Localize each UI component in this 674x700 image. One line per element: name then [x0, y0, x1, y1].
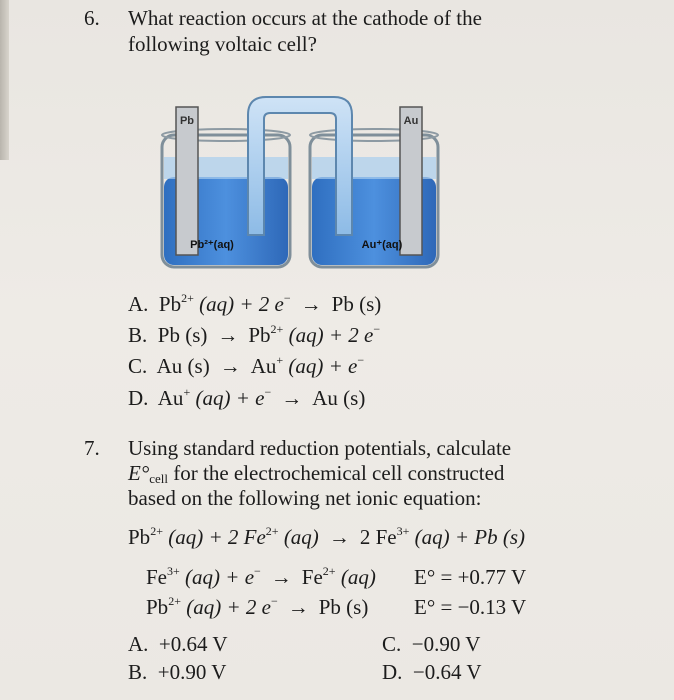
q7-option-c[interactable]: C. −0.90 V	[382, 632, 481, 656]
half-reaction-lead-potential: E° = −0.13 V	[414, 595, 527, 619]
gold-electrode	[400, 107, 422, 255]
q7-option-d[interactable]: D. −0.64 V	[382, 660, 482, 684]
q7-option-a[interactable]: A. +0.64 V	[128, 632, 228, 656]
question-6-text-line1: What reaction occurs at the cathode of the	[128, 6, 482, 30]
left-edge-shadow	[0, 0, 9, 160]
right-electrode-label: Au	[403, 115, 419, 127]
arrow-icon: →	[219, 354, 241, 378]
question-6-text-line2: following voltaic cell?	[128, 32, 317, 56]
q6-option-a[interactable]: A. $Pb^{2+}$ (aq) + 2 e− → Pb (s)	[128, 291, 382, 316]
q6-option-d[interactable]: D. Au+ (aq) + e− → Au (s)	[128, 385, 366, 410]
arrow-icon: →	[270, 565, 292, 589]
q6-option-c[interactable]: C. Au (s) → Au+ (aq) + e−	[128, 353, 365, 378]
salt-bridge	[248, 97, 352, 235]
question-6-number: 6.	[84, 6, 100, 30]
half-reaction-iron: $Fe^{3+}$ $(aq) + e^- \to Fe^{2+}$ (aq)	[146, 564, 376, 589]
half-reaction-iron-potential: E° = +0.77 V	[414, 565, 527, 589]
arrow-icon: →	[281, 386, 303, 410]
question-7-number: 7.	[84, 436, 100, 460]
question-7-line1: Using standard reduction potentials, calculate	[128, 436, 512, 460]
q6-option-b[interactable]: B. Pb $(s) \to Pb^{2+}$ (aq) + 2 e−	[128, 322, 381, 347]
half-reaction-lead: $Pb^{2+}$ (aq) + 2 e− → Pb (s)	[146, 594, 369, 619]
left-electrode-label: Pb	[179, 115, 195, 127]
arrow-icon: →	[287, 595, 309, 619]
right-solution-label: Au⁺(aq)	[361, 239, 403, 251]
net-ionic-equation: $Pb^{2+}$ (aq) + 2 $Fe^{2+}$ (aq) → 2 $Fe^{3+}$ (aq) + Pb (s)	[128, 524, 525, 549]
q7-option-b[interactable]: B. +0.90 V	[128, 660, 227, 684]
voltaic-cell-diagram	[150, 85, 450, 275]
arrow-icon: →	[328, 525, 350, 549]
left-solution-label: Pb²⁺(aq)	[190, 239, 234, 251]
question-7-line2: $E^\circ_{cell}$ for the electrochemical cell constructed	[128, 461, 505, 486]
question-7-line3: based on the following net ionic equation:	[128, 486, 482, 510]
arrow-icon: →	[217, 323, 239, 347]
arrow-icon: →	[300, 292, 322, 316]
lead-electrode	[176, 107, 198, 255]
